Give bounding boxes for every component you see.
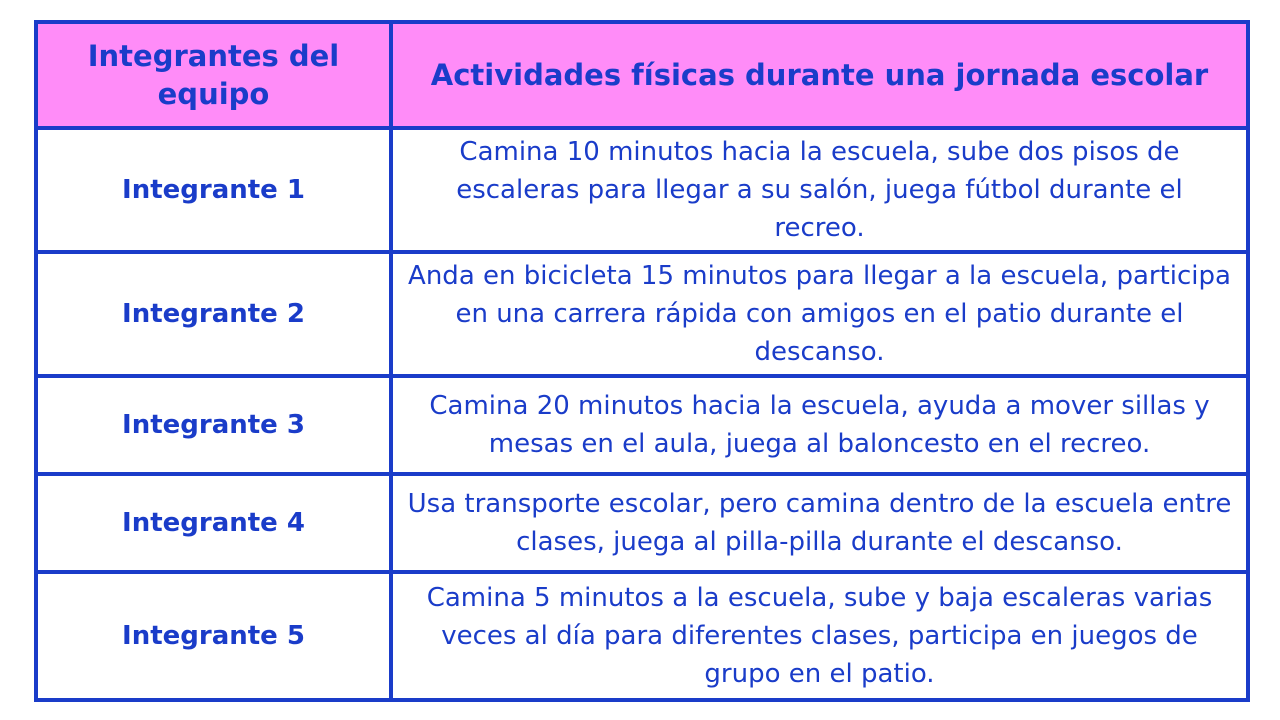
table-row xyxy=(36,128,1248,252)
table-header-row xyxy=(36,22,1248,128)
table-row xyxy=(36,252,1248,376)
table-row xyxy=(36,474,1248,572)
header-team-members: Integrantes del equipo xyxy=(36,22,391,128)
activity-cell: Usa transporte escolar, pero camina dentro de la escuela entre clases, juega al pilla-pilla durante el descanso. xyxy=(391,474,1248,572)
activity-cell: Camina 10 minutos hacia la escuela, sube dos pisos de escaleras para llegar a su salón, juega fútbol durante el recreo. xyxy=(391,128,1248,252)
table-row xyxy=(36,376,1248,474)
activities-table xyxy=(34,20,1250,702)
member-cell: Integrante 1 xyxy=(36,128,391,252)
activity-cell: Anda en bicicleta 15 minutos para llegar a la escuela, participa en una carrera rápida con amigos en el patio durante el descanso. xyxy=(391,252,1248,376)
table-row xyxy=(36,572,1248,700)
activities-table-container xyxy=(34,20,1246,698)
member-cell: Integrante 2 xyxy=(36,252,391,376)
activity-cell: Camina 20 minutos hacia la escuela, ayuda a mover sillas y mesas en el aula, juega al baloncesto en el recreo. xyxy=(391,376,1248,474)
activity-cell: Camina 5 minutos a la escuela, sube y baja escaleras varias veces al día para diferentes clases, participa en juegos de grupo en el patio. xyxy=(391,572,1248,700)
header-physical-activities: Actividades físicas durante una jornada escolar xyxy=(391,22,1248,128)
member-cell: Integrante 5 xyxy=(36,572,391,700)
member-cell: Integrante 3 xyxy=(36,376,391,474)
member-cell: Integrante 4 xyxy=(36,474,391,572)
